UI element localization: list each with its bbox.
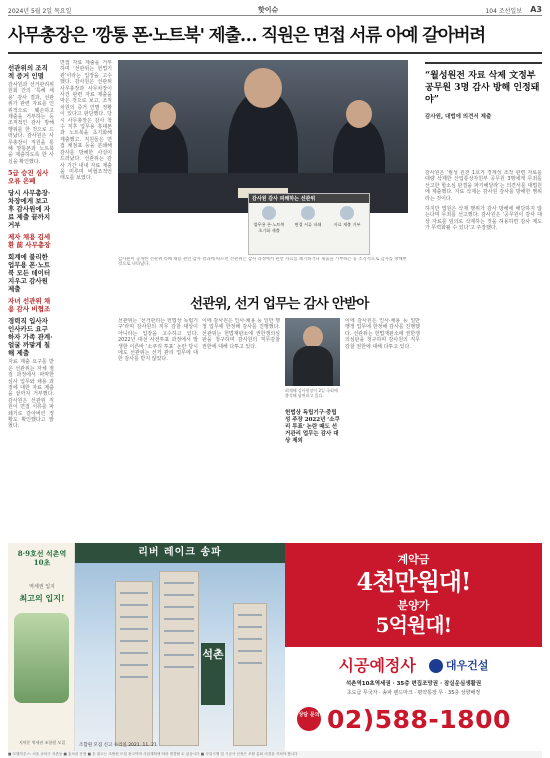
advertisement[interactable]	[8, 543, 542, 751]
publication-name: 104 조선일보	[485, 8, 522, 15]
ad-promo-sub: 역세권 입지	[29, 584, 55, 590]
column-subhead: 제자 채용 김세환 前 사무총장	[8, 233, 51, 250]
ad-footer: ■ 모델하우스: 서울 송파구 석촌동 ■ 홍보관 운영 ■ 본 광고는 조합원 모집 광고이며 사업계획에 따라 변경될 수 있습니다 ■ 사업시행 및 시공사 선정은 조합 총회 의결을 거쳐야 합니다	[8, 751, 542, 758]
infobox-item	[251, 206, 287, 234]
column-text: 이에 감사원은 인사·채용 등 일반 행정 업무에 한정해 감사를 진행했다. 선관위는 헌법재판소에 권한쟁의심판을 청구하며 감사원의 직무감찰 권한에 대해 다투고 있다.	[202, 318, 280, 350]
ad-landscape	[14, 613, 69, 703]
article-column-3	[118, 318, 198, 540]
ad-building-render	[75, 543, 285, 751]
column-text: 감사원과 선거관리위원회 간의 ‘특혜 채용’ 감사 결과, 선관위가 관련 자료를 인위적으로 훼손하고 제출을 거부하는 등 조직적인 감사 방해 행위를 한 것으로 드러났다. 감사원은 사무총장이 직원을 통해 깡통폰과 노트북을 제출하도록 한 사실을 확인했다.	[8, 82, 54, 165]
station-sign: 석촌	[201, 643, 225, 705]
deposit-label: 계약금	[397, 553, 430, 566]
column-subhead: 선관위의 조직적 증거 인멸	[8, 64, 48, 80]
portrait-photo	[285, 318, 340, 386]
phone-icon	[262, 206, 276, 220]
ad-offer-panel	[285, 543, 542, 751]
main-headline: 사무총장은 '깡통 폰·노트북' 제출… 직원은 면접 서류 아예 갈아버려	[8, 26, 485, 46]
column-text: 하지만 법원은 삭제 행위가 감사 방해에 해당하지 않는다며 무죄를 선고했다. 감사원은 ‘공무원이 감사 대상 자료를 임의로 삭제하는 것을 허용하면 감사 제도가 무력화될 수 있다’고 주장했다.	[425, 206, 542, 232]
infobox-item-label: 업무용 폰·노트북 초기화 제출	[253, 222, 285, 233]
ad-promo: 8·9호선 석촌역 10초	[17, 549, 67, 567]
ad-left-panel	[8, 543, 75, 751]
column-subhead: 5급 승진 심사 오류 은폐	[8, 169, 49, 186]
inquiry-badge: 상담 문의	[297, 707, 321, 731]
daewoo-logo-icon	[429, 659, 443, 673]
article-column-5	[345, 318, 420, 540]
ad-left-footer: 지약준 역세권 조합원 모집	[18, 740, 66, 745]
column-text: 면접 자료 제출을 거부하며 ‘선관위는 헌법기관’이라는 입장을 고수했다. 감사원은 선관위 사무총장과 사무차장이 사건 관련 자료 제출을 막은 것으로 보고, 조직 차원의 증거 인멸 정황이 있다고 판단했다. 당시 사무총장은 감사 착수 직후 업무용 휴대폰과 노트북을 초기화해 제출했고, 직원들은 면접 채점표 등을 분쇄해 감사를 방해한 사실이 드러났다. 선관위는 감사 기간 내내 자료 제출을 미루며 비협조적인 태도를 보였다.	[60, 60, 112, 182]
side-article-subhead: 감사원, 대법에 의견서 제출	[425, 114, 492, 120]
ad-brand: 리버 레이크 송파	[75, 543, 285, 563]
article-column-1	[8, 60, 54, 540]
side-article-headline: “월성원전 자료 삭제 文정부 공무원 3명 감사 방해 인정돼야”	[425, 71, 540, 105]
article-column-4	[202, 318, 280, 540]
article-column-2	[60, 60, 112, 540]
ad-offer-box	[285, 543, 542, 647]
builder-row	[285, 653, 542, 676]
deposit-amount: 4천만원대!	[356, 567, 471, 596]
builder-logo	[429, 657, 489, 673]
ad-features: 석촌역10초역세권 · 35층 편집조망권 · 잠실운심생활권	[345, 681, 482, 687]
price-label: 분양가	[397, 599, 430, 612]
column-subhead: 당시 사무총장·차장에게 보고 후 감사원에 자료 제출 끝까지 거부	[8, 189, 51, 230]
sub-headline: 선관위, 선거 업무는 감사 안받아	[190, 296, 369, 312]
page-number: A3	[530, 5, 542, 14]
infobox-item-label: 자료 제출 거부	[333, 222, 361, 227]
column-text: 선관위는 ‘선거관리는 헌법상 독립기구’라며 감사원의 직무 감찰 대상이 아니라는 입장을 고수하고 있다. 2022년 대선 사전투표 과정에서 발생한 이른바 ‘소쿠리 투표’ 논란 당시에도 선관위는 선거 관리 업무에 대한 감사를 받지 않았다.	[118, 318, 198, 363]
issue-date: 2024년 5월 2일 목요일	[8, 8, 72, 15]
ad-promo-best: 최고의 입지!	[19, 593, 65, 603]
column-text: 자료 제출 요구를 받은 선관위는 자체 점검 과정에서 파악한 심사 업무와 채용 과정에 대한 자료 제출을 끝까지 거부했다. 감사원은 선관위 직원이 면접 서류를 파쇄기로 갈아버린 정황도 확인했다고 밝혔다.	[8, 359, 54, 430]
price-amount: 5억원대!	[375, 613, 452, 637]
phone-number[interactable]: 02)588-1800	[327, 705, 511, 734]
infobox-title: 감사원 감사 피해하는 선관위	[249, 194, 369, 203]
column-subhead: 경력직 입사자 인사카드 요구하자 가족 관계·얼굴 까맣게 칠해 제출	[8, 317, 53, 358]
document-icon	[340, 206, 354, 220]
inset-headline: 헌법상 독립기구·중립성 주장 2022년 ‘소쿠리 투표’ 논란 때도 선거관리 업무는 감사 대상 제외	[285, 410, 340, 444]
ad-contact[interactable]	[285, 703, 542, 743]
page-header	[8, 4, 542, 16]
column-subhead: 자녀 선관위 채용 감사 비협조	[8, 297, 51, 314]
shredder-icon	[301, 206, 315, 220]
ad-features-2: 초도급 무국자 · 송파 랜드마크 · 평약통장 무 · 35층 상향배정	[346, 690, 481, 696]
builder-label: 시공예정사	[338, 656, 416, 675]
section-name: 핫이슈	[258, 6, 279, 14]
builder-name: 대우건설	[445, 658, 489, 672]
infobox-item	[290, 206, 326, 228]
side-article	[425, 62, 542, 120]
ad-photo-caption: 조합원 모집 신고 수리일 2021. 11. 21.	[79, 743, 159, 748]
portrait-caption: 최재해 감사원장이 2일 국회에 출석해 답변하고 있다.	[285, 388, 338, 398]
column-text: 이에 감사원은 인사·채용 등 일반 행정 업무에 한정해 감사를 진행했다. 선관위는 헌법재판소에 권한쟁의심판을 청구하며 감사원의 직무감찰 권한에 대해 다투고 있다.	[345, 318, 420, 350]
infobox	[248, 193, 370, 255]
hearing-photo	[118, 60, 408, 213]
photo-caption: 감사원이 공개한 선관위 특혜 채용 관련 감사 결과에 따르면 선관위는 감사 과정에서 관련 자료를 폐기하거나 제출을 거부하는 등 조직적으로 감사를 방해한 것으로 나타났다.	[118, 257, 407, 267]
column-subhead: 회계에 불리한 업무용 폰·노트북 모든 데이터 지우고 감사원 제출	[8, 253, 51, 294]
headline-rule	[8, 52, 542, 54]
side-article-text	[425, 170, 542, 540]
column-text: 감사원은 ‘월성 원전 1호기 경제성 조작 관련 자료를 대량 삭제한 산업통상자원부 공무원 3명에게 무죄를 선고한 항소심 판결을 파기해달라’는 의견서를 대법원에 제출했다. 자료 삭제는 감사원 감사를 방해한 행위라는 것이다.	[425, 170, 542, 202]
infobox-item	[329, 206, 365, 228]
infobox-item-label: 면접 서류 파쇄	[294, 222, 322, 227]
